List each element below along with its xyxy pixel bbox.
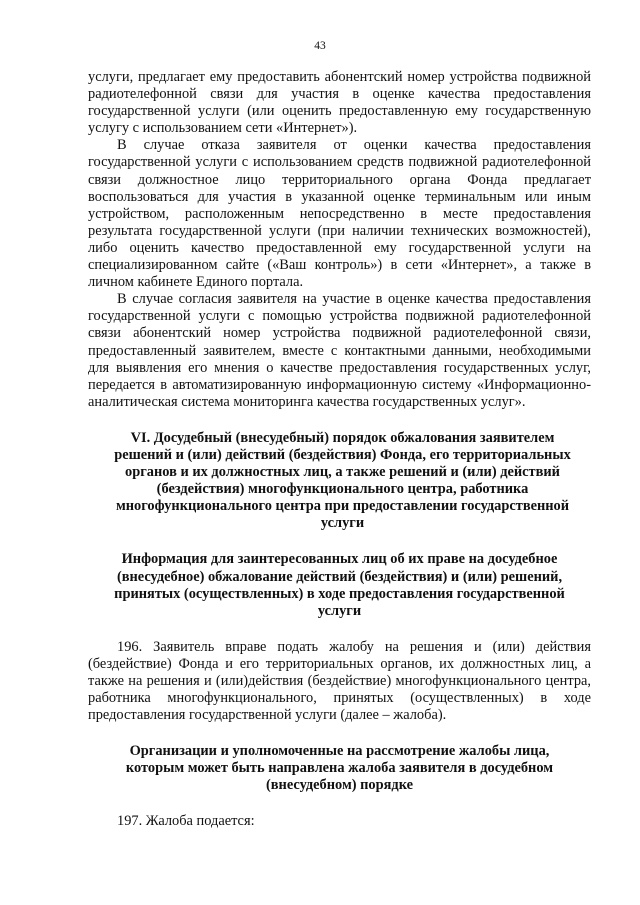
document-body (88, 69, 591, 830)
section-heading-vi: VI. Досудебный (внесудебный) порядок обжалования заявителем решений и (или) действий (бездействия) Фонда, его территориальных органов и их должностных лиц, а также решений и (или) действий (бездействия) многофункционального центра, работника многофункционального центра при предоставлении государственной услуги (114, 429, 571, 532)
paragraph-continuation: услуги, предлагает ему предоставить абонентский номер устройства подвижной радиотелефонной связи для участия в оценке качества предоставления государственной услуги (или оценить предоставленную ему государственную услугу с использованием сети «Интернет»). (88, 69, 591, 137)
paragraph-refusal: В случае отказа заявителя от оценки качества предоставления государственной услуги с использованием средств подвижной радиотелефонной связи должностное лицо территориального органа Фонда предлагает воспользоваться для участия в указанной оценке терминальным или иным устройством, расположенным непосредственно в месте предоставления результата государственной услуги (при наличии технических возможностей), либо оценить качество предоставленной ему государственной услуги на специализированном сайте («Ваш контроль») в сети «Интернет», а также в личном кабинете Единого портала. (88, 137, 591, 291)
paragraph-196: 196. Заявитель вправе подать жалобу на решения и (или) действия (бездействие) Фонда и его территориальных органов, их должностных лиц, а также на решения и (или)действия (бездействие) многофункционального центра, работника многофункционального, принятых (осуществленных) в ходе предоставления государственной услуги (далее – жалоба). (88, 638, 591, 724)
subheading-information: Информация для заинтересованных лиц об их праве на досудебное (внесудебное) обжалование действий (бездействия) и (или) решений, принятых (осуществленных) в ходе предоставления государственной услуги (114, 551, 565, 619)
subheading-organizations: Организации и уполномоченные на рассмотрение жалобы лица, которым может быть направлена жалоба заявителя в досудебном (внесудебном) порядке (125, 743, 554, 794)
page-number: 43 (314, 40, 326, 52)
paragraph-197: 197. Жалоба подается: (117, 812, 255, 829)
paragraph-consent: В случае согласия заявителя на участие в оценке качества предоставления государственной услуги с помощью устройства подвижной радиотелефонной связи абонентский номер устройства подвижной радиотелефонной связи, предоставленный заявителем, вместе с контактными данными, необходимыми для выявления его мнения о качестве предоставления государственных услуг, передается в автоматизированную информационную систему «Информационно-аналитическая система мониторинга качества государственных услуг». (88, 291, 591, 410)
